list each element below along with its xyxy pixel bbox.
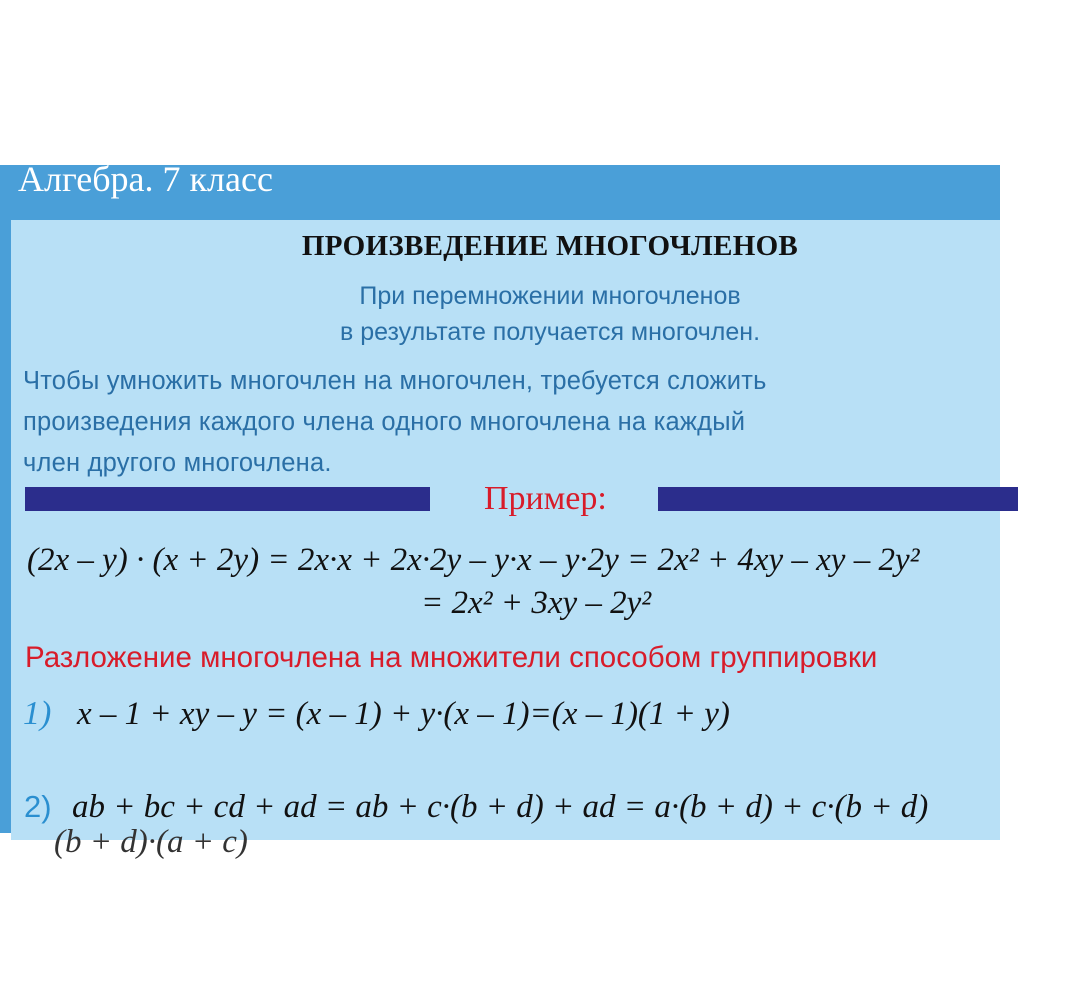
- example-formula-line-2: = 2x² + 3xy – 2y²: [421, 585, 652, 621]
- grouping-item-1-formula: x – 1 + xy – y = (x – 1) + y·(x – 1)=(x – 1)(1 + y): [77, 696, 730, 732]
- intro-line-2: в результате получается многочлен.: [339, 318, 761, 346]
- grouping-item-2-formula: ab + bc + cd + ad = ab + c·(b + d) + ad = a·(b + d) + c·(b + d): [72, 789, 929, 825]
- grouping-heading: Разложение многочлена на множители способом группировки: [25, 641, 878, 674]
- grouping-item-2-number: 2): [24, 789, 52, 824]
- rule-line-3: член другого многочлена.: [23, 449, 332, 477]
- rule-line-2: произведения каждого члена одного многочлена на каждый: [23, 408, 746, 436]
- example-label: Пример:: [484, 480, 607, 517]
- rule-line-1: Чтобы умножить многочлен на многочлен, требуется сложить: [23, 367, 767, 395]
- divider-bar-right: [658, 487, 1018, 511]
- header-title: Алгебра. 7 класс: [18, 159, 273, 199]
- rule-text: [23, 361, 767, 484]
- example-formula-line-1: (2x – y) · (x + 2y) = 2x·x + 2x·2y – y·x – y·2y = 2x² + 4xy – xy – 2y²: [27, 542, 920, 578]
- intro-text: [11, 278, 1089, 350]
- divider-bar-left: [25, 487, 430, 511]
- grouping-item-1-number: 1): [23, 695, 52, 732]
- poster: [0, 159, 1000, 860]
- content-panel: [11, 220, 1000, 860]
- topic-title: ПРОИЗВЕДЕНИЕ МНОГОЧЛЕНОВ: [301, 230, 799, 262]
- intro-line-1: При перемножении многочленов: [359, 282, 741, 310]
- grouping-item-2-continuation: (b + d)·(a + c): [54, 824, 248, 860]
